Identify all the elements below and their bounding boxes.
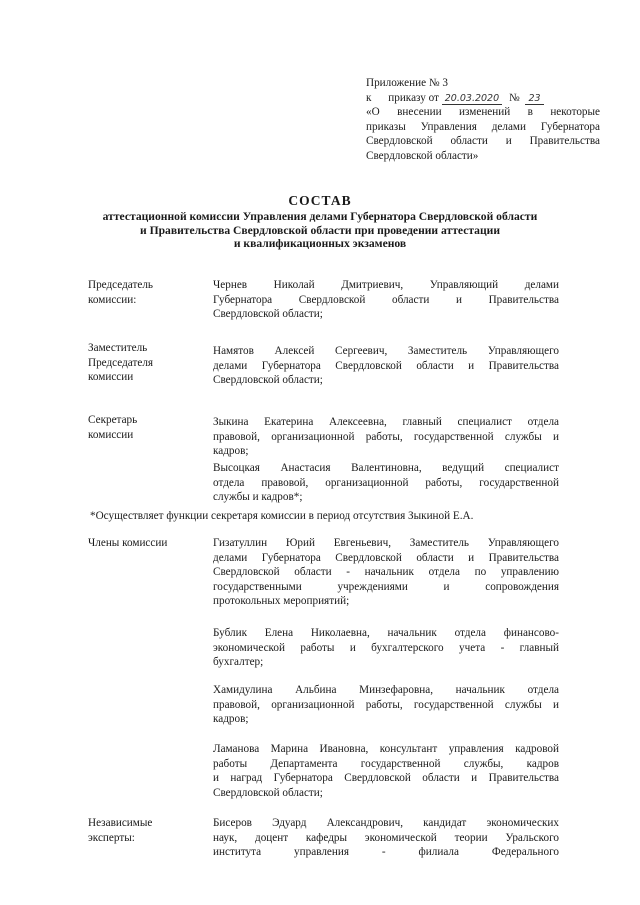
order-number-sign: № [508, 91, 520, 104]
document-title: СОСТАВ [288, 193, 352, 208]
order-title-line-3: Свердловской области и Правительства [366, 135, 600, 148]
member-line: Свердловской области; [213, 308, 323, 321]
member-chernev [213, 278, 559, 322]
member-line: Хамидулина Альбина Минзефаровна, начальник отдела [213, 684, 559, 696]
member-line: Зыкина Екатерина Алексеевна, главный специалист отдела [213, 416, 559, 428]
member-lamanova [213, 742, 559, 800]
subtitle-line-3: и квалификационных экзаменов [233, 237, 407, 251]
role-deputy-line-1: Заместитель [88, 342, 148, 354]
role-chair [88, 278, 198, 307]
member-line: Бублик Елена Николаевна, начальник отдела финансово- [213, 627, 559, 639]
order-title-line-4: Свердловской области» [366, 149, 479, 162]
member-line: работы Департамента государственной службы, кадров [213, 757, 559, 770]
member-line: и наград Губернатора Свердловской области и Правительства [213, 772, 559, 785]
member-line: Губернатора Свердловской области и Правительства [213, 293, 559, 306]
order-ref-word: приказу [388, 91, 426, 104]
secretary-footnote: *Осуществляет функции секретаря комиссии в период отсутствия Зыкиной Е.А. [90, 510, 474, 522]
role-experts [88, 816, 198, 845]
role-chair-line-1: Председатель [88, 279, 154, 291]
role-experts-line-1: Независимые [88, 817, 153, 829]
order-number: 23 [525, 93, 543, 105]
member-line: Гизатуллин Юрий Евгеньевич, Заместитель Управляющего [213, 537, 559, 549]
member-line: Чернев Николай Дмитриевич, Управляющий делами [213, 279, 559, 291]
member-gizatullin [213, 536, 559, 609]
member-line: Ламанова Марина Ивановна, консультант управления кадровой [213, 743, 559, 755]
member-line: Бисеров Эдуард Александрович, кандидат экономических [213, 817, 559, 829]
role-chair-line-2: комиссии: [88, 293, 137, 306]
subtitle-line-1: аттестационной комиссии Управления делами Губернатора Свердловской области [102, 210, 538, 223]
member-khamidulina [213, 683, 559, 727]
member-line: службы и кадров*; [213, 491, 303, 504]
role-deputy-line-2: Председателя [88, 356, 154, 369]
member-line: государственными учреждениями и сопровождения [213, 580, 559, 593]
role-members: Члены комиссии [88, 537, 168, 549]
member-line: наук, доцент кафедры экономической теории Уральского [213, 831, 559, 844]
order-date: 20.03.2020 [442, 93, 502, 105]
role-secretary [88, 413, 198, 442]
order-ref-prefix: к [366, 91, 372, 104]
appendix-header [366, 76, 600, 164]
member-line: кадров; [213, 445, 249, 458]
member-line: бухгалтер; [213, 656, 264, 669]
order-reference [366, 91, 600, 106]
member-line: протокольных мероприятий; [213, 595, 350, 608]
order-ref-from: от [428, 91, 439, 104]
member-bublik [213, 626, 559, 670]
member-line: Намятов Алексей Сергеевич, Заместитель Управляющего [213, 345, 559, 357]
order-title-line-2: приказы Управления делами Губернатора [366, 120, 600, 133]
member-line: Высоцкая Анастасия Валентиновна, ведущий специалист [213, 462, 559, 474]
role-secretary-line-1: Секретарь [88, 414, 138, 426]
member-line: отдела правовой, организационной работы, государственной [213, 476, 559, 489]
role-deputy-line-3: комиссии [88, 371, 134, 384]
member-line: Свердловской области; [213, 374, 323, 387]
member-bisserov [213, 816, 559, 860]
role-secretary-line-2: комиссии [88, 428, 134, 441]
member-line: правовой, организационной работы, государственной службы и [213, 430, 559, 443]
member-line: института управления - филиала Федерального [213, 846, 559, 859]
subtitle-line-2: и Правительства Свердловской области при проведении аттестации [139, 223, 501, 237]
member-line: Свердловской области; [213, 786, 323, 799]
role-deputy [88, 341, 198, 385]
appendix-number: Приложение № 3 [366, 77, 448, 89]
member-line: правовой, организационной работы, государственной службы и [213, 698, 559, 711]
member-namyatov [213, 344, 559, 388]
member-line: делами Губернатора Свердловской области и Правительства [213, 359, 559, 372]
member-line: кадров; [213, 713, 249, 726]
member-vysotskaya [213, 461, 559, 505]
member-line: Свердловской области - начальник отдела по управлению [213, 566, 559, 579]
order-title-line-1: «О внесении изменений в некоторые [366, 106, 600, 119]
member-line: экономической работы и бухгалтерского учета - главный [213, 641, 559, 654]
role-experts-line-2: эксперты: [88, 831, 135, 844]
member-line: делами Губернатора Свердловской области и Правительства [213, 551, 559, 564]
document-subtitle [0, 210, 640, 251]
member-zykina [213, 415, 559, 459]
